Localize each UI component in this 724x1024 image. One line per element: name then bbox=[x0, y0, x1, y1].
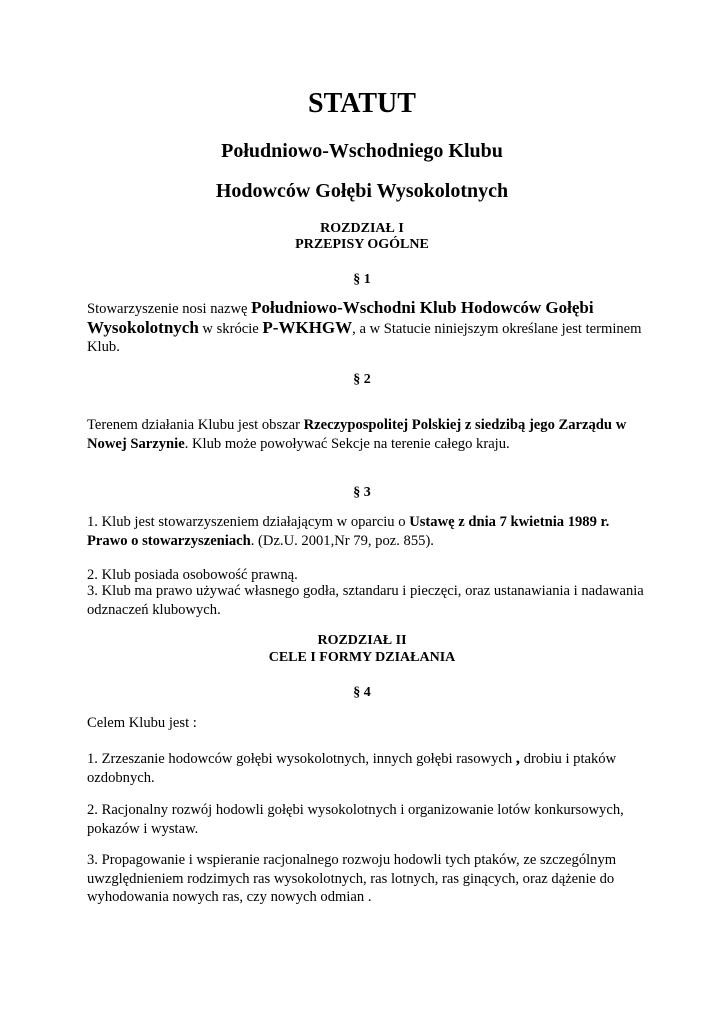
section1-text-3: , a w Statucie niniejszym określane jest terminem Klub. bbox=[87, 320, 642, 356]
section1-heading: § 1 bbox=[353, 272, 371, 287]
section1-text-1: Stowarzyszenie nosi nazwę bbox=[87, 301, 252, 317]
section4-point1-text-1: 1. Zrzeszanie hodowców gołębi wysokolotnych, innych gołębi rasowych bbox=[87, 751, 516, 767]
section4-point1-text-2: drobiu i ptaków ozdobnych. bbox=[87, 751, 617, 786]
section2-territory: Rzeczypospolitej Polskiej z siedzibą jego Zarządu w Nowej Sarzynie bbox=[87, 417, 627, 452]
section1-paragraph bbox=[87, 299, 647, 357]
document-subtitle-line1: Południowo-Wschodniego Klubu bbox=[221, 140, 503, 162]
section1-text-2: w skrócie bbox=[198, 320, 263, 337]
section4-point3: 3. Propagowanie i wspieranie racjonalnego rozwoju hodowli tych ptaków, ze szczególnym uwzględnieniem rodzimych ras wysokolotnych, ras lotnych, ras ginących, oraz dążenie do wyhodowania nowych ras, czy nowych odmian . bbox=[87, 852, 617, 906]
document-title: STATUT bbox=[308, 88, 416, 119]
section4-point1-comma: , bbox=[515, 748, 521, 767]
chapter2-name: CELE I FORMY DZIAŁANIA bbox=[268, 650, 456, 665]
section2-paragraph bbox=[87, 416, 647, 453]
chapter1-number: ROZDZIAŁ I bbox=[320, 221, 404, 236]
chapter1-name: PRZEPISY OGÓLNE bbox=[295, 237, 429, 252]
section3-point1 bbox=[87, 513, 647, 550]
document-subtitle-line2: Hodowców Gołębi Wysokolotnych bbox=[215, 180, 509, 202]
section2-text-1: Terenem działania Klubu jest obszar bbox=[87, 417, 304, 433]
section3-point1-text-2: . (Dz.U. 2001,Nr 79, poz. 855). bbox=[250, 532, 434, 549]
section3-act-reference: Ustawę z dnia 7 kwietnia 1989 r. Prawo o stowarzyszeniach bbox=[87, 514, 610, 549]
section4-point2: 2. Racjonalny rozwój hodowli gołębi wysokolotnych i organizowanie lotów konkursowych, pokazów i wystaw. bbox=[87, 802, 624, 837]
section2-heading: § 2 bbox=[353, 372, 371, 387]
section1-club-name: Południowo-Wschodni Klub Hodowców Gołębi Wysokolotnych bbox=[87, 298, 594, 337]
section4-heading: § 4 bbox=[353, 685, 371, 700]
section3-heading: § 3 bbox=[353, 485, 371, 500]
section4-point1 bbox=[87, 749, 647, 787]
section1-abbreviation: P-WKHGW bbox=[262, 317, 353, 337]
section3-point1-text-1: 1. Klub jest stowarzyszeniem działającym w oparciu o bbox=[87, 514, 410, 530]
section3-point3: 3. Klub ma prawo używać własnego godła, sztandaru i pieczęci, oraz ustanawiania i nadawania odznaczeń klubowych. bbox=[87, 583, 644, 618]
chapter2-number: ROZDZIAŁ II bbox=[317, 633, 407, 648]
section2-text-2: . Klub może powoływać Sekcje na terenie całego kraju. bbox=[184, 435, 510, 452]
section3-point2: 2. Klub posiada osobowość prawną. bbox=[87, 567, 298, 583]
section4-intro: Celem Klubu jest : bbox=[87, 715, 197, 731]
